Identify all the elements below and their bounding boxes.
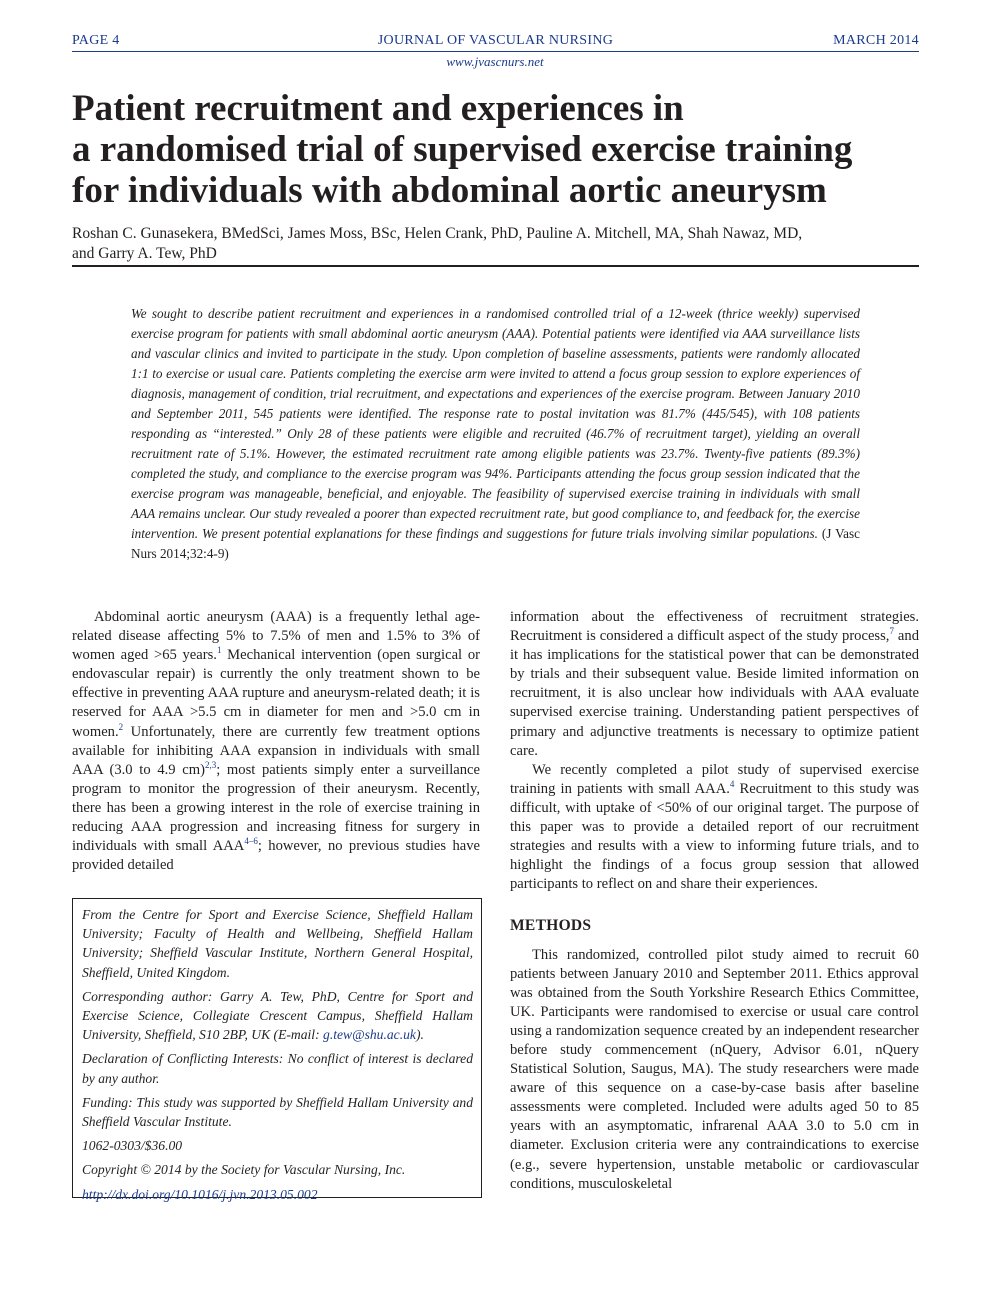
author-line: Roshan C. Gunasekera, BMedSci, James Moss, BSc, Helen Crank, PhD, Pauline A. Mitchell, MA, Shah Nawaz, MD, — [72, 225, 803, 242]
article-title — [72, 88, 932, 211]
abstract-citation: (J Vasc Nurs 2014;32:4-9) — [131, 526, 861, 561]
reference-link[interactable]: 4 — [729, 778, 735, 789]
abstract-text: We sought to describe patient recruitment and experiences in a randomised controlled trial of a 12-week (thrice weekly) supervised exercise program for patients with small abdominal aortic aneurysm (AAA). Potential patients were identified via AAA surveillance lists and vascular clinics and invited to participate in the study. Upon completion of baseline assessments, patients were randomly allocated 1:1 to exercise or usual care. Patients completing the exercise arm were invited to attend a focus group session to explore experiences of diagnosis, management of condition, trial recruitment, and expectations and experiences of the exercise program. Between January 2010 and September 2011, 545 patients were identified. The response rate to postal invitation was 81.7% (445/545), with 108 patients responding as “interested.” Only 28 of these patients were eligible and recruited (46.7% of recruitment target), yielding an overall recruitment rate of 5.1%. However, the estimated recruitment rate among eligible patients was 23.7%. Twenty-five patients (89.3%) completed the study, and compliance to the exercise program was 94%. Participants attending the focus group session indicated that the exercise program was manageable, beneficial, and enjoyable. The feasibility of supervised exercise training in individuals with small AAA remains unclear. Our study revealed a poorer than expected recruitment rate, but good compliance to, and feedback for, the exercise intervention. We present potential explanations for these findings and suggestions for future trials involving similar populations. — [131, 306, 860, 541]
reference-link[interactable]: 2 — [118, 721, 124, 732]
reference-link[interactable]: 1 — [216, 645, 222, 656]
issue-date: MARCH 2014 — [833, 33, 919, 48]
text-run: Recruitment to this study was difficult, with uptake of <50% of our original target. The purpose of this paper was to provide a detailed report of our recruitment strategies and results with a view to informing future trials, and to highlight the findings of a focus group session that allowed participants to reflect on and share their experiences. — [510, 780, 920, 893]
title-line: for individuals with abdominal aortic aneurysm — [72, 170, 827, 211]
header-rule — [72, 51, 919, 52]
text-run: ; most patients simply enter a surveillance program to monitor the progression of their aneurysm. Recently, there has been a growing interest in the role of exercise training in reducing AAA progression and increasing fitness for surgery in individuals with small AAA — [72, 761, 480, 855]
body-column-right — [510, 608, 919, 1194]
intro-paragraph — [72, 608, 480, 875]
funding-statement: Funding: This study was supported by Sheffield Hallam University and Sheffield Vascular Institute. — [82, 1094, 473, 1130]
methods-paragraph: This randomized, controlled pilot study aimed to recruit 60 patients between January 2010 and September 2011. Ethics approval was obtained from the South Yorkshire Research Ethics Committee, UK. Participants were randomised to exercise or usual care control using a randomization sequence created by an independent researcher before study commencement (nQuery, Advisor 6.01, nQuery Statistical Solution, Saugus, MA). The study researchers were made aware of this sequence on a case-by-case basis after baseline assessments were completed. Included were adults aged 50 to 85 years with an asymptomatic, infrarenal AAA 3.0 to 5.0 cm in diameter. Exclusion criteria were any contraindications to exercise (e.g., severe hypertension, unstable metabolic or cardiovascular conditions, musculoskeletal — [510, 946, 919, 1192]
email-link[interactable]: g.tew@shu.ac.uk — [323, 1027, 416, 1043]
author-list — [72, 224, 919, 264]
affiliation: From the Centre for Sport and Exercise Science, Sheffield Hallam University; Faculty of Health and Wellbeing, Sheffield Hallam University; Sheffield Vascular Institute, Northern General Hospital, Sheffield, United Kingdom. — [82, 907, 473, 980]
text-run: and it has implications for the statistical power that can be demonstrated by trials and their subsequent value. Beside limited information on recruitment, it is also unclear how individuals with AAA evaluate supervised exercise training. Understanding patient perspectives of primary and adjunctive treatments is necessary to optimize patient care. — [510, 628, 919, 759]
title-line: Patient recruitment and experiences in — [72, 88, 684, 129]
running-header — [72, 33, 919, 53]
title-line: a randomised trial of supervised exercise training — [72, 129, 853, 170]
reference-link[interactable]: 7 — [889, 626, 894, 637]
text-run: Corresponding author: Garry A. Tew, PhD, Centre for Sport and Exercise Science, Collegiate Crescent Campus, Sheffield Hallam University, Sheffield, S10 2BP, UK (E-mail: — [82, 988, 473, 1043]
journal-url[interactable]: www.jvascnurs.net — [446, 54, 544, 69]
intro-paragraph-continued — [510, 608, 919, 761]
article-info-box — [72, 898, 482, 1202]
text-run: Abdominal aortic aneurysm (AAA) is a frequently lethal age-related disease affecting 5% to 7.5% of men and 1.5% to 3% of women aged >65 years. — [72, 609, 480, 664]
text-run: ). — [415, 1027, 424, 1043]
corresponding-author — [82, 987, 473, 1045]
doi-paragraph — [82, 1185, 473, 1204]
text-run: Mechanical intervention (open surgical or endovascular repair) is currently the only treatment shown to be effective in preventing AAA rupture and aneurysm-related death; it is reserved for AAA >5.5 cm in diameter for men and >5.0 cm in women. — [72, 647, 480, 740]
reference-link[interactable]: 4–6 — [244, 836, 258, 847]
issn-price: 1062-0303/$36.00 — [82, 1138, 183, 1154]
author-line: and Garry A. Tew, PhD — [72, 245, 217, 262]
pilot-study-paragraph — [510, 761, 919, 895]
conflict-declaration: Declaration of Conflicting Interests: No conflict of interest is declared by any author. — [82, 1051, 473, 1086]
body-column-left — [72, 608, 480, 875]
text-run: We recently completed a pilot study of supervised exercise training in patients with small AAA. — [510, 761, 919, 797]
text-run: Unfortunately, there are currently few treatment options available for inhibiting AAA expansion in individuals with small AAA (3.0 to 4.9 cm) — [72, 723, 480, 778]
copyright: Copyright © 2014 by the Society for Vascular Nursing, Inc. — [82, 1162, 406, 1178]
title-rule — [72, 265, 919, 267]
text-run: information about the effectiveness of recruitment strategies. Recruitment is considered a difficult aspect of the study process, — [510, 609, 919, 645]
journal-name: JOURNAL OF VASCULAR NURSING — [377, 33, 614, 48]
text-run: ; however, no previous studies have provided detailed — [72, 838, 480, 874]
page-number: PAGE 4 — [72, 33, 120, 48]
abstract — [131, 304, 860, 564]
doi-link[interactable]: http://dx.doi.org/10.1016/j.jvn.2013.05.002 — [82, 1186, 318, 1202]
methods-heading: METHODS — [510, 917, 592, 935]
reference-link[interactable]: 2,3 — [204, 759, 217, 770]
